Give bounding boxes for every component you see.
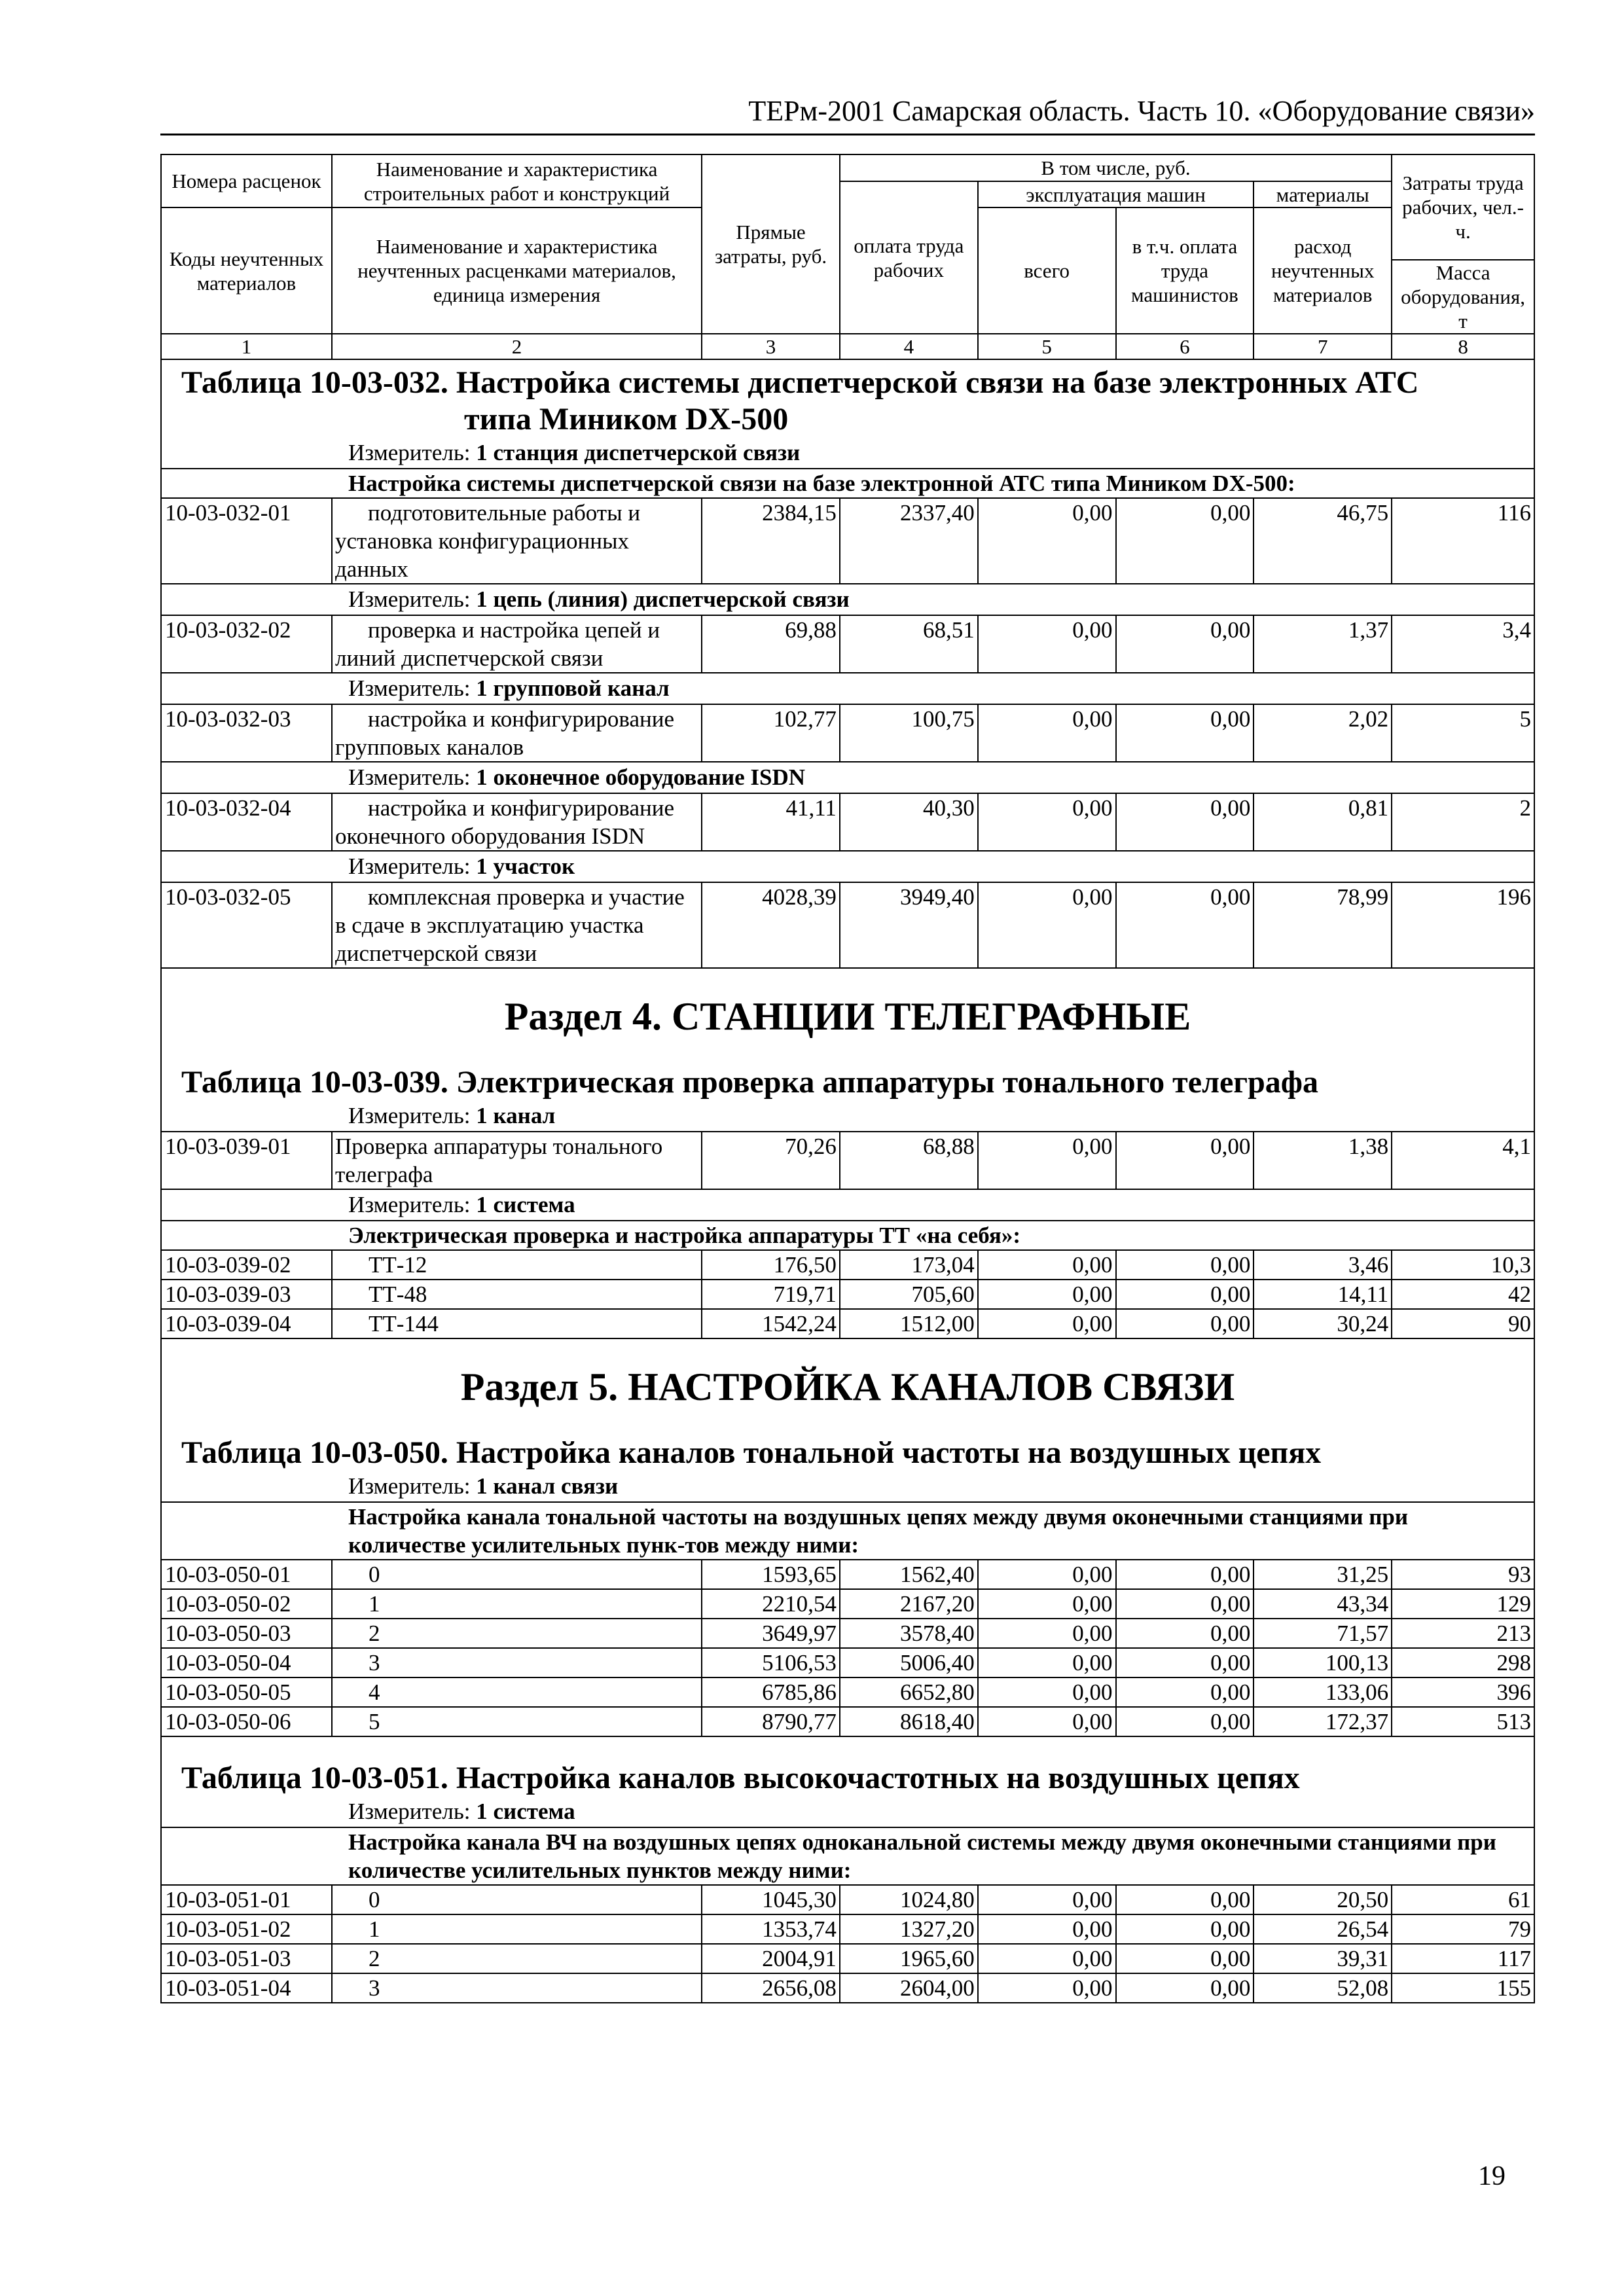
table-row: [161, 1707, 1534, 1736]
rate-name: 0: [332, 1560, 702, 1589]
machinists-pay: 0,00: [1116, 1309, 1254, 1338]
rate-name: 1: [332, 1914, 702, 1944]
col-number: 1: [161, 334, 332, 359]
subheading: Настройка системы диспетчерской связи на базе электронной АТС типа Миником DX-500:: [161, 469, 1534, 498]
direct-cost: 1353,74: [702, 1914, 840, 1944]
rate-name: проверка и настройка цепей и линий диспетчерской связи: [332, 615, 702, 673]
measure-label: Измеритель:: [348, 440, 471, 465]
rate-name: 2: [332, 1944, 702, 1973]
rate-code: 10-03-050-05: [161, 1677, 332, 1707]
measure-unit: 1 канал связи: [476, 1473, 619, 1499]
table-row: [161, 1589, 1534, 1619]
materials-cost: 39,31: [1254, 1944, 1392, 1973]
machines-total: 0,00: [978, 498, 1116, 584]
measure-label: Измеритель:: [348, 853, 471, 879]
materials-cost: 52,08: [1254, 1973, 1392, 2003]
labor-hours: 196: [1392, 882, 1534, 968]
machinists-pay: 0,00: [1116, 615, 1254, 673]
labor-pay: 3949,40: [840, 882, 978, 968]
direct-cost: 719,71: [702, 1280, 840, 1309]
labor-hours: 513: [1392, 1707, 1534, 1736]
table-title-032-line2: типа Миником DX-500: [464, 402, 789, 437]
machines-total: 0,00: [978, 793, 1116, 851]
rate-name: ТТ-48: [332, 1280, 702, 1309]
materials-cost: 31,25: [1254, 1560, 1392, 1589]
machines-total: 0,00: [978, 1707, 1116, 1736]
rate-code: 10-03-051-01: [161, 1885, 332, 1914]
machines-total: 0,00: [978, 1309, 1116, 1338]
labor-pay: 8618,40: [840, 1707, 978, 1736]
rate-name: ТТ-12: [332, 1250, 702, 1280]
table-row: [161, 1973, 1534, 2003]
labor-pay: 5006,40: [840, 1648, 978, 1677]
table-row: [161, 498, 1534, 584]
col-number: 6: [1116, 334, 1254, 359]
col5-header: всего: [978, 207, 1116, 334]
col-number: 8: [1392, 334, 1534, 359]
col2-header-bottom: Наименование и характеристика неучтенных расценками материалов, единица измерения: [332, 207, 702, 334]
labor-pay: 2604,00: [840, 1973, 978, 2003]
rate-name: 3: [332, 1973, 702, 2003]
machinists-pay: 0,00: [1116, 1944, 1254, 1973]
rate-code: 10-03-032-03: [161, 704, 332, 762]
machinists-pay: 0,00: [1116, 1648, 1254, 1677]
measure-row: [161, 673, 1534, 704]
measure-row: [161, 1797, 1534, 1827]
col6-header: в т.ч. оплата труда машинистов: [1116, 207, 1254, 334]
materials-cost: 0,81: [1254, 793, 1392, 851]
direct-cost: 8790,77: [702, 1707, 840, 1736]
rate-code: 10-03-050-03: [161, 1619, 332, 1648]
machinists-pay: 0,00: [1116, 1885, 1254, 1914]
col1-header-bottom: Коды неучтенных материалов: [161, 207, 332, 334]
col8-header-top: Затраты труда рабочих, чел.-ч.: [1392, 154, 1534, 260]
machines-total: 0,00: [978, 882, 1116, 968]
materials-cost: 30,24: [1254, 1309, 1392, 1338]
machinists-pay: 0,00: [1116, 1677, 1254, 1707]
materials-cost: 43,34: [1254, 1589, 1392, 1619]
direct-cost: 2210,54: [702, 1589, 840, 1619]
measure-label: Измеритель:: [348, 764, 471, 790]
measure-row: [161, 762, 1534, 793]
machines-total: 0,00: [978, 1677, 1116, 1707]
machinists-pay: 0,00: [1116, 1132, 1254, 1189]
subheading: Настройка канала тональной частоты на воздушных цепях между двумя оконечными станциями при количестве усилительных пунк-тов между ними:: [161, 1502, 1534, 1560]
materials-header: материалы: [1254, 181, 1392, 207]
rate-name: 0: [332, 1885, 702, 1914]
measure-row: [161, 1189, 1534, 1221]
rate-code: 10-03-039-04: [161, 1309, 332, 1338]
col-number: 3: [702, 334, 840, 359]
rate-name: настройка и конфигурирование оконечного оборудования ISDN: [332, 793, 702, 851]
machinists-pay: 0,00: [1116, 1250, 1254, 1280]
machinists-pay: 0,00: [1116, 793, 1254, 851]
table-title-039: Таблица 10-03-039. Электрическая проверка аппаратуры тонального телеграфа: [161, 1064, 1534, 1101]
direct-cost: 41,11: [702, 793, 840, 851]
machines-total: 0,00: [978, 1280, 1116, 1309]
machines-total: 0,00: [978, 704, 1116, 762]
direct-cost: 1593,65: [702, 1560, 840, 1589]
measure-label: Измеритель:: [348, 675, 471, 701]
machines-total: 0,00: [978, 1885, 1116, 1914]
labor-hours: 3,4: [1392, 615, 1534, 673]
col1-header-top: Номера расценок: [161, 154, 332, 207]
measure-row: [161, 584, 1534, 615]
materials-cost: 46,75: [1254, 498, 1392, 584]
machines-total: 0,00: [978, 1914, 1116, 1944]
running-header: ТЕРм-2001 Самарская область. Часть 10. «Оборудование связи»: [748, 95, 1535, 127]
materials-cost: 133,06: [1254, 1677, 1392, 1707]
materials-cost: 1,37: [1254, 615, 1392, 673]
header-rule: [160, 134, 1535, 135]
measure-row: [161, 851, 1534, 882]
labor-hours: 42: [1392, 1280, 1534, 1309]
rate-name: настройка и конфигурирование групповых каналов: [332, 704, 702, 762]
rate-code: 10-03-032-04: [161, 793, 332, 851]
col-number: 5: [978, 334, 1116, 359]
machinists-pay: 0,00: [1116, 882, 1254, 968]
direct-cost: 3649,97: [702, 1619, 840, 1648]
rate-name: 5: [332, 1707, 702, 1736]
machinists-pay: 0,00: [1116, 704, 1254, 762]
direct-cost: 6785,86: [702, 1677, 840, 1707]
machines-total: 0,00: [978, 1973, 1116, 2003]
measure-row: [161, 1101, 1534, 1132]
labor-pay: 6652,80: [840, 1677, 978, 1707]
labor-hours: 2: [1392, 793, 1534, 851]
direct-cost: 2656,08: [702, 1973, 840, 2003]
machines-total: 0,00: [978, 1589, 1116, 1619]
labor-pay: 705,60: [840, 1280, 978, 1309]
labor-pay: 68,88: [840, 1132, 978, 1189]
rate-name: 4: [332, 1677, 702, 1707]
direct-cost: 70,26: [702, 1132, 840, 1189]
machinists-pay: 0,00: [1116, 498, 1254, 584]
machinists-pay: 0,00: [1116, 1619, 1254, 1648]
machinists-pay: 0,00: [1116, 1589, 1254, 1619]
table-row: [161, 1132, 1534, 1189]
page-number: 19: [1478, 2161, 1506, 2191]
table-row: [161, 1250, 1534, 1280]
direct-cost: 1542,24: [702, 1309, 840, 1338]
subheading: Электрическая проверка и настройка аппаратуры ТТ «на себя»:: [161, 1221, 1534, 1250]
rate-code: 10-03-032-02: [161, 615, 332, 673]
rate-name: подготовительные работы и установка конфигурационных данных: [332, 498, 702, 584]
measure-unit: 1 система: [476, 1799, 575, 1824]
table-row: [161, 1885, 1534, 1914]
labor-hours: 90: [1392, 1309, 1534, 1338]
rate-name: 1: [332, 1589, 702, 1619]
labor-pay: 173,04: [840, 1250, 978, 1280]
measure-label: Измеритель:: [348, 1192, 471, 1217]
direct-cost: 1045,30: [702, 1885, 840, 1914]
rate-code: 10-03-051-04: [161, 1973, 332, 2003]
rate-name: Проверка аппаратуры тонального телеграфа: [332, 1132, 702, 1189]
labor-hours: 10,3: [1392, 1250, 1534, 1280]
incl-header: В том числе, руб.: [840, 154, 1392, 181]
materials-cost: 78,99: [1254, 882, 1392, 968]
labor-hours: 155: [1392, 1973, 1534, 2003]
direct-cost: 176,50: [702, 1250, 840, 1280]
machinists-pay: 0,00: [1116, 1914, 1254, 1944]
labor-hours: 298: [1392, 1648, 1534, 1677]
materials-cost: 26,54: [1254, 1914, 1392, 1944]
materials-cost: 71,57: [1254, 1619, 1392, 1648]
measure-label: Измеритель:: [348, 1103, 471, 1128]
labor-pay: 68,51: [840, 615, 978, 673]
machinists-pay: 0,00: [1116, 1280, 1254, 1309]
rate-code: 10-03-039-01: [161, 1132, 332, 1189]
rates-table: [160, 342, 1535, 2003]
labor-hours: 4,1: [1392, 1132, 1534, 1189]
measure-unit: 1 групповой канал: [476, 675, 670, 701]
rate-code: 10-03-050-04: [161, 1648, 332, 1677]
table-row: [161, 1280, 1534, 1309]
table-row: [161, 1914, 1534, 1944]
labor-hours: 5: [1392, 704, 1534, 762]
rate-name: 3: [332, 1648, 702, 1677]
measure-label: Измеритель:: [348, 1473, 471, 1499]
materials-cost: 172,37: [1254, 1707, 1392, 1736]
measure-unit: 1 оконечное оборудование ISDN: [476, 764, 806, 790]
measure-unit: 1 система: [476, 1192, 575, 1217]
section-heading: Раздел 4. СТАНЦИИ ТЕЛЕГРАФНЫЕ: [161, 992, 1534, 1041]
col-number: 4: [840, 334, 978, 359]
direct-cost: 2004,91: [702, 1944, 840, 1973]
labor-hours: 116: [1392, 498, 1534, 584]
col8-header-bottom: Масса оборудования, т: [1392, 260, 1534, 334]
table-row: [161, 615, 1534, 673]
labor-pay: 1965,60: [840, 1944, 978, 1973]
machines-header: эксплуатация машин: [978, 181, 1254, 207]
machinists-pay: 0,00: [1116, 1560, 1254, 1589]
rate-code: 10-03-051-02: [161, 1914, 332, 1944]
materials-cost: 14,11: [1254, 1280, 1392, 1309]
col2-header-top: Наименование и характеристика строительных работ и конструкций: [332, 154, 702, 207]
labor-hours: 129: [1392, 1589, 1534, 1619]
direct-cost: 5106,53: [702, 1648, 840, 1677]
direct-cost: 2384,15: [702, 498, 840, 584]
col-number: 2: [332, 334, 702, 359]
materials-cost: 2,02: [1254, 704, 1392, 762]
machinists-pay: 0,00: [1116, 1707, 1254, 1736]
labor-pay: 1327,20: [840, 1914, 978, 1944]
col4-header: оплата труда рабочих: [840, 181, 978, 334]
labor-pay: 100,75: [840, 704, 978, 762]
col7-header: расход неучтенных материалов: [1254, 207, 1392, 334]
labor-pay: 40,30: [840, 793, 978, 851]
rate-code: 10-03-039-02: [161, 1250, 332, 1280]
machines-total: 0,00: [978, 1944, 1116, 1973]
direct-cost: 102,77: [702, 704, 840, 762]
materials-cost: 3,46: [1254, 1250, 1392, 1280]
labor-pay: 1562,40: [840, 1560, 978, 1589]
column-header-table: [160, 154, 1535, 360]
labor-pay: 2167,20: [840, 1589, 978, 1619]
machines-total: 0,00: [978, 1132, 1116, 1189]
measure-row: [161, 1471, 1534, 1502]
machines-total: 0,00: [978, 1560, 1116, 1589]
labor-pay: 2337,40: [840, 498, 978, 584]
measure-row: [161, 438, 1534, 469]
labor-hours: 213: [1392, 1619, 1534, 1648]
table-title-032-line1: Таблица 10-03-032. Настройка системы диспетчерской связи на базе электронных АТС: [181, 365, 1419, 400]
rate-code: 10-03-039-03: [161, 1280, 332, 1309]
measure-label: Измеритель:: [348, 1799, 471, 1824]
subheading: Настройка канала ВЧ на воздушных цепях одноканальной системы между двумя оконечными станциями при количестве усилительных пунктов между ними:: [161, 1827, 1534, 1885]
table-row: [161, 1560, 1534, 1589]
measure-label: Измеритель:: [348, 586, 471, 612]
labor-hours: 93: [1392, 1560, 1534, 1589]
measure-unit: 1 канал: [476, 1103, 556, 1128]
materials-cost: 20,50: [1254, 1885, 1392, 1914]
rate-code: 10-03-051-03: [161, 1944, 332, 1973]
machines-total: 0,00: [978, 1619, 1116, 1648]
table-title-032: [161, 365, 1534, 438]
col-number: 7: [1254, 334, 1392, 359]
table-row: [161, 1944, 1534, 1973]
table-row: [161, 793, 1534, 851]
measure-unit: 1 участок: [476, 853, 575, 879]
section-heading: Раздел 5. НАСТРОЙКА КАНАЛОВ СВЯЗИ: [161, 1362, 1534, 1412]
table-row: [161, 1677, 1534, 1707]
machines-total: 0,00: [978, 1250, 1116, 1280]
rate-code: 10-03-050-02: [161, 1589, 332, 1619]
table-row: [161, 1619, 1534, 1648]
measure-unit: 1 цепь (линия) диспетчерской связи: [476, 586, 850, 612]
labor-pay: 1512,00: [840, 1309, 978, 1338]
rate-code: 10-03-032-01: [161, 498, 332, 584]
labor-pay: 1024,80: [840, 1885, 978, 1914]
labor-hours: 396: [1392, 1677, 1534, 1707]
table-row: [161, 1648, 1534, 1677]
table-title-050: Таблица 10-03-050. Настройка каналов тональной частоты на воздушных цепях: [161, 1435, 1534, 1471]
table-row: [161, 882, 1534, 968]
machines-total: 0,00: [978, 1648, 1116, 1677]
table-row: [161, 1309, 1534, 1338]
labor-hours: 61: [1392, 1885, 1534, 1914]
table-row: [161, 704, 1534, 762]
table-title-051: Таблица 10-03-051. Настройка каналов высокочастотных на воздушных цепях: [161, 1760, 1534, 1797]
rate-code: 10-03-050-06: [161, 1707, 332, 1736]
rate-code: 10-03-050-01: [161, 1560, 332, 1589]
machinists-pay: 0,00: [1116, 1973, 1254, 2003]
direct-cost: 69,88: [702, 615, 840, 673]
col3-header: Прямые затраты, руб.: [702, 154, 840, 334]
rate-name: 2: [332, 1619, 702, 1648]
rate-name: комплексная проверка и участие в сдаче в эксплуатацию участка диспетчерской связи: [332, 882, 702, 968]
labor-hours: 117: [1392, 1944, 1534, 1973]
rate-name: ТТ-144: [332, 1309, 702, 1338]
labor-pay: 3578,40: [840, 1619, 978, 1648]
machines-total: 0,00: [978, 615, 1116, 673]
materials-cost: 1,38: [1254, 1132, 1392, 1189]
measure-unit: 1 станция диспетчерской связи: [476, 440, 801, 465]
labor-hours: 79: [1392, 1914, 1534, 1944]
rate-code: 10-03-032-05: [161, 882, 332, 968]
direct-cost: 4028,39: [702, 882, 840, 968]
materials-cost: 100,13: [1254, 1648, 1392, 1677]
